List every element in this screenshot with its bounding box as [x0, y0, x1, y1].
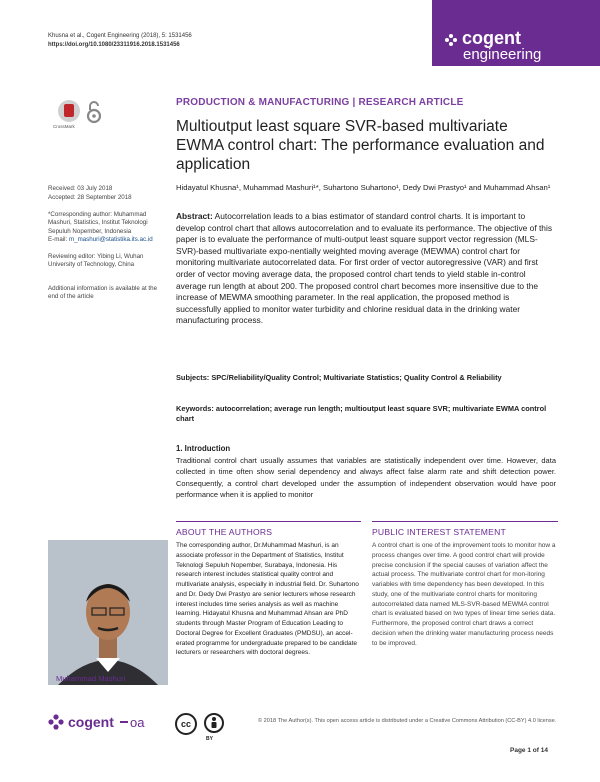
author-photo [48, 540, 168, 685]
section-tag: PRODUCTION & MANUFACTURING | RESEARCH ARTICLE [176, 97, 464, 108]
article-title: Multioutput least square SVR-based multivariate EWMA control chart: The performance evaluation and application [176, 118, 545, 174]
footer-logo[interactable] [48, 712, 158, 737]
additional-info: Additional information is available at the end of the article [48, 285, 158, 301]
about-text: The corresponding author, Dr.Muhammad Mashuri, is an associate professor in the Department of Statistics, Institut Teknologi Sepuluh Nopember, Surabaya, Indonesia. His research interest includes statistical quality control and multivariate analysis, especially in industrial field. Dr. Suhartono and Dr. Dedy Dwi Prastyo are senior lecturers whose research interest includes time series analysis as well as machine learning. Hidayatul Khusna and Muhammad Ahsan are PhD students through Master Program of Education Leading to Doctoral Degree for Excellent Graduates (PMDSU), an accel-erated programme for undergraduate prepared to be candidate lecturers or researchers with doctoral degrees. [176, 542, 359, 657]
divider [176, 521, 361, 522]
attribution-label: BY [206, 736, 213, 742]
received-date: Received: 03 July 2018 [48, 185, 113, 192]
email-line [48, 236, 168, 244]
attribution-icon [204, 713, 224, 733]
email-link[interactable]: m_mashuri@statistika.its.ac.id [68, 236, 153, 243]
photo-caption: Muhammad Mashuri [56, 674, 126, 683]
journal-brand-name: cogent [462, 28, 522, 48]
page-number: Page 1 of 14 [510, 747, 548, 754]
subjects: Subjects: SPC/Reliability/Quality Control; Multivariate Statistics; Quality Control & Reliability [176, 373, 502, 382]
abstract-text: Autocorrelation leads to a bias estimator of standard control charts. It is important to develop control chart that allows autocorrelation and to evaluate its performance. The objective of this paper is to evaluate the performance of multi-output least square support vector regression (MLS-SVR)-based multivariate expo-nentially weighted moving average (MEWMA) control chart for monitoring multivariate autocorrelated data. For first order of vector autoregressive (VAR) and first order of vector moving average data, the proposed control chart tends to yield stable in-control average run length at about 200. The proposed control chart becomes more insensitive due to the increase of MEWMA smoothing parameter. In the real application, the proposed method is successfully applied to monitor water turbidity and chlorine residual data in the drinking water manufacturing process. [176, 211, 553, 326]
citation-line: Khusna et al., Cogent Engineering (2018), 5: 1531456 [48, 33, 192, 39]
footer-logo-text: cogent [68, 714, 114, 730]
public-interest-text: A control chart is one of the improvement tools to monitor how a process changes over time. A good control chart will provide precise conclusion if the special causes of variation affect the actual process. The multivariate control chart for mon-itoring variables with time dependency has been developed. In this study, one of the multivariate control charts for monitoring autocorrelated data named MLS-SVR-based MEWMA control chart is evaluated based on two types of linear time series data. Furthermore, the proposed control chart draws a correct decision when the drinking water manufacturing process needs to be improved. [372, 542, 556, 647]
public-interest-heading: PUBLIC INTEREST STATEMENT [372, 527, 506, 537]
abstract-label: Abstract: [176, 211, 213, 221]
abstract [176, 211, 556, 327]
reviewing-editor: Reviewing editor: Yibing Li, Wuhan University of Technology, China [48, 253, 144, 269]
about-heading: ABOUT THE AUTHORS [176, 527, 273, 537]
cogent-flower-icon [444, 33, 458, 47]
crossmark-bookmark-icon [64, 104, 74, 117]
doi-link[interactable]: https://doi.org/10.1080/23311916.2018.1531456 [48, 42, 180, 48]
crossmark-label: CrossMark [53, 124, 75, 129]
corresponding-author: *Corresponding author: Muhammad Mashuri, Statistics, Institut Teknologi Sepuluh Nopember, Indonesia [48, 211, 148, 235]
footer-logo-oa: oa [130, 715, 145, 730]
divider [372, 521, 558, 522]
journal-brand-sub: engineering [463, 46, 542, 63]
intro-text: Traditional control chart usually assumes that variables are statistically independent over time. However, data collected in time often show serial dependency and always affect false alarm rate and shift detection power. Consequently, a control chart developed under the assumption of independent observation would have poor performance when it is applied to monitor [176, 456, 556, 500]
creative-commons-icon[interactable]: cc [175, 713, 197, 735]
accepted-date: Accepted: 28 September 2018 [48, 194, 132, 201]
author-list: Hidayatul Khusna¹, Muhammad Mashuri¹*, Suhartono Suhartono¹, Dedy Dwi Prastyo¹ and Muhammad Ahsan¹ [176, 183, 551, 192]
email-label: E-mail: [48, 236, 69, 243]
cogent-flower-icon [48, 714, 63, 729]
license-text: © 2018 The Author(s). This open access article is distributed under a Creative Commons Attribution (CC-BY) 4.0 license. [258, 718, 557, 724]
open-access-icon [86, 100, 102, 124]
keywords: Keywords: autocorrelation; average run length; multioutput least square SVR; multivariate EWMA control chart [176, 404, 547, 423]
intro-heading: 1. Introduction [176, 444, 231, 453]
